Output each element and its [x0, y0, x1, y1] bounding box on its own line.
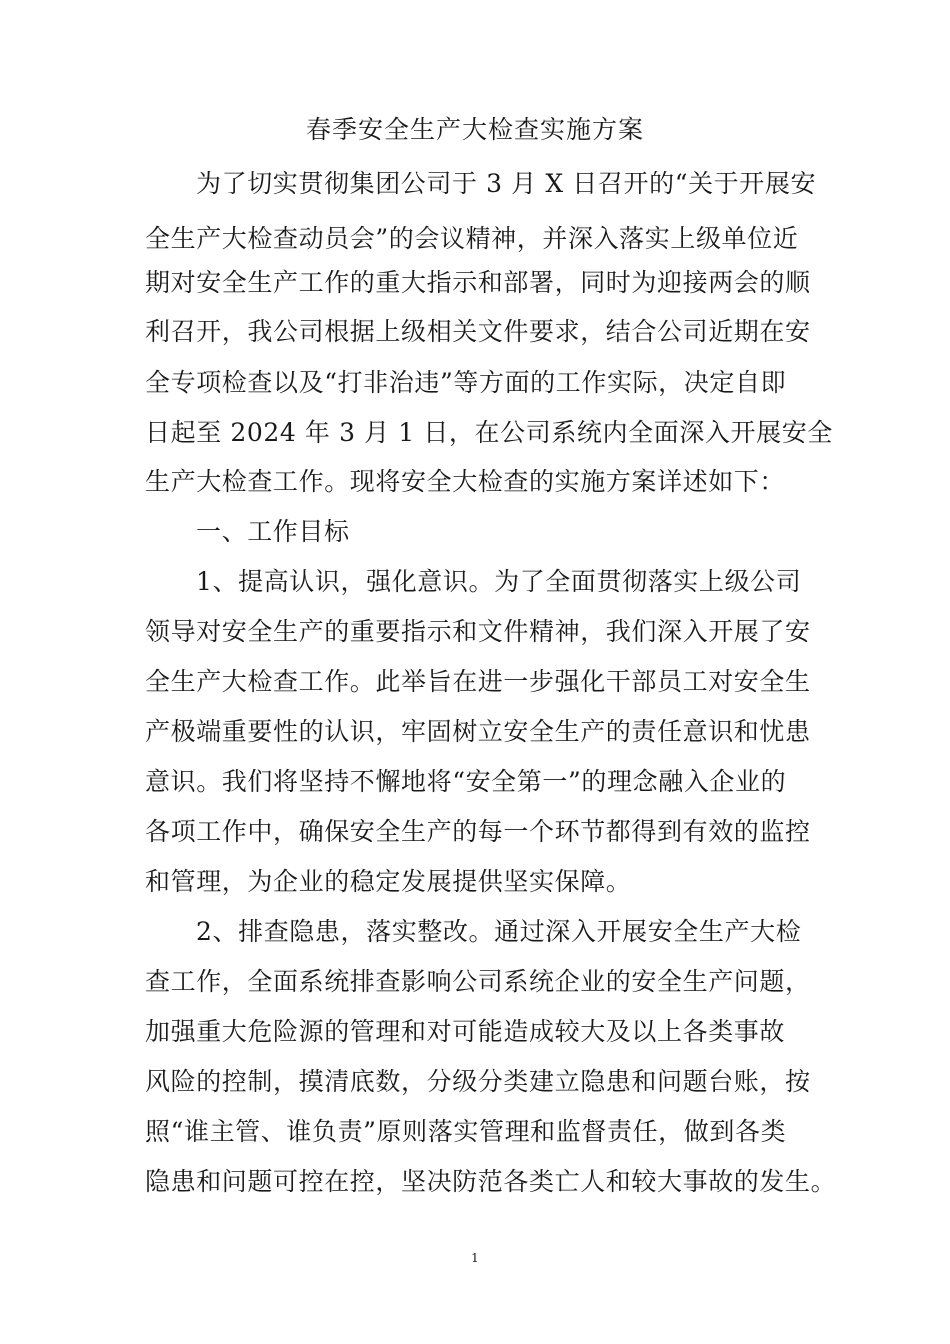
text-line: 全专项检查以及“打非治违”等方面的工作实际，决定自即	[145, 368, 787, 397]
text-line: 照“谁主管、谁负责”原则落实管理和监督责任，做到各类	[145, 1117, 787, 1146]
page-number: 1	[471, 1251, 479, 1265]
text-line: 和管理，为企业的稳定发展提供坚实保障。	[145, 867, 632, 896]
text-line: 日起至 2024 年 3 月 1 日，在公司系统内全面深入开展安全	[145, 418, 833, 447]
text-line: 生产大检查工作。现将安全大检查的实施方案详述如下：	[145, 467, 786, 496]
text-line: 1、提高认识，强化意识。为了全面贯彻落实上级公司	[196, 567, 802, 596]
section-heading: 一、工作目标	[196, 517, 350, 546]
text-line: 产极端重要性的认识，牢固树立安全生产的责任意识和忧患	[145, 717, 811, 746]
text-line: 领导对安全生产的重要指示和文件精神，我们深入开展了安	[145, 617, 811, 646]
text-line: 加强重大危险源的管理和对可能造成较大及以上各类事故	[145, 1017, 786, 1046]
text-line: 查工作，全面系统排查影响公司系统企业的安全生产问题，	[145, 967, 811, 996]
text-line: 隐患和问题可控在控，坚决防范各类亡人和较大事故的发生。	[145, 1167, 837, 1196]
text-line: 各项工作中，确保安全生产的每一个环节都得到有效的监控	[145, 817, 811, 846]
text-line: 利召开，我公司根据上级相关文件要求，结合公司近期在安	[145, 317, 811, 346]
text-line: 为了切实贯彻集团公司于 3 月 X 日召开的“关于开展安	[196, 169, 817, 198]
document-title: 春季安全生产大检查实施方案	[305, 115, 644, 144]
text-line: 期对安全生产工作的重大指示和部署，同时为迎接两会的顺	[145, 268, 811, 297]
text-line: 2、排查隐患，落实整改。通过深入开展安全生产大检	[196, 917, 802, 946]
text-line: 风险的控制，摸清底数，分级分类建立隐患和问题台账，按	[145, 1067, 811, 1096]
text-line: 意识。我们将坚持不懈地将“安全第一”的理念融入企业的	[145, 767, 787, 796]
text-line: 全生产大检查动员会”的会议精神，并深入落实上级单位近	[145, 224, 799, 253]
text-line: 全生产大检查工作。此举旨在进一步强化干部员工对安全生	[145, 667, 811, 696]
